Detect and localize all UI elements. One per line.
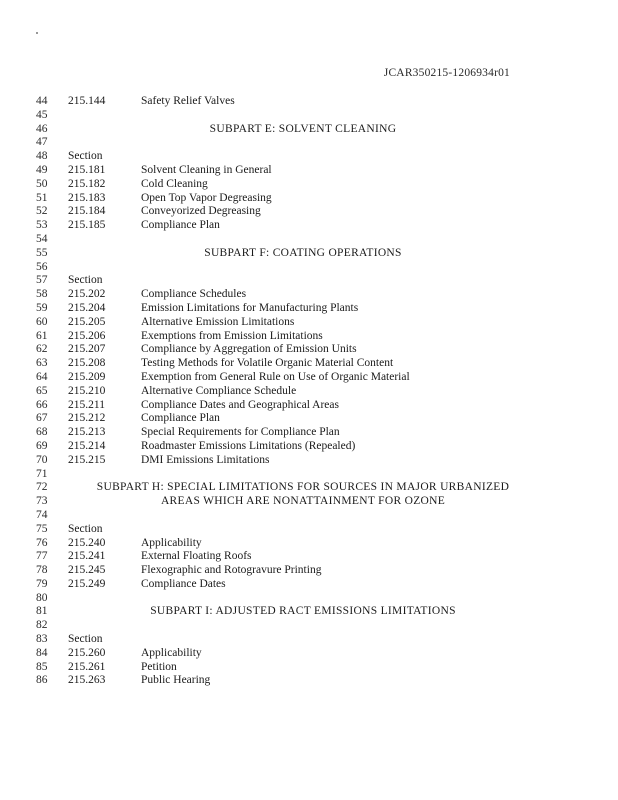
section-title: Public Hearing — [141, 674, 211, 687]
line-number: 76 — [36, 536, 48, 549]
section-title: Testing Methods for Volatile Organic Material Content — [141, 357, 394, 370]
section-title: Open Top Vapor Degreasing — [141, 191, 272, 204]
line-number: 48 — [36, 150, 48, 163]
section-number: 215.144 — [68, 95, 106, 107]
document-line — [0, 454, 618, 468]
line-number: 51 — [36, 191, 48, 204]
document-line — [0, 330, 618, 344]
subpart-heading: AREAS WHICH ARE NONATTAINMENT FOR OZONE — [160, 495, 446, 508]
section-column-label: Section — [68, 633, 103, 646]
document-line — [0, 537, 618, 551]
line-number: 67 — [36, 412, 48, 425]
line-number: 80 — [36, 591, 48, 604]
line-number: 70 — [36, 453, 48, 466]
section-title: Exemptions from Emission Limitations — [141, 329, 323, 342]
document-line — [0, 674, 618, 688]
line-number: 62 — [36, 343, 48, 356]
section-number: 215.202 — [68, 288, 106, 301]
document-line — [0, 150, 618, 164]
section-title: Compliance Dates — [141, 577, 226, 590]
line-number: 85 — [36, 660, 48, 673]
line-number: 58 — [36, 288, 48, 301]
document-line — [0, 288, 618, 302]
line-number: 57 — [36, 274, 48, 287]
document-line — [0, 357, 618, 371]
section-number: 215.181 — [68, 163, 106, 176]
section-number: 215.207 — [68, 343, 106, 356]
line-number: 75 — [36, 522, 48, 535]
document-line — [0, 592, 618, 606]
document-line — [0, 247, 618, 261]
line-number: 68 — [36, 426, 48, 439]
line-number: 82 — [36, 619, 48, 632]
document-line — [0, 178, 618, 192]
line-number: 49 — [36, 163, 48, 176]
document-line — [0, 371, 618, 385]
section-title: Exemption from General Rule on Use of Organic Material — [141, 370, 410, 383]
document-line — [0, 426, 618, 440]
document-line — [0, 343, 618, 357]
section-column-label: Section — [68, 274, 103, 287]
line-number: 71 — [36, 467, 48, 480]
document-line — [0, 219, 618, 233]
section-title: Special Requirements for Compliance Plan — [141, 426, 340, 439]
section-number: 215.240 — [68, 536, 106, 549]
line-number: 78 — [36, 564, 48, 577]
line-number: 77 — [36, 550, 48, 563]
section-title: Applicability — [141, 536, 202, 549]
line-number: 86 — [36, 674, 48, 687]
document-line — [0, 136, 618, 150]
section-title: DMI Emissions Limitations — [141, 453, 270, 466]
line-number: 52 — [36, 205, 48, 218]
line-number: 66 — [36, 398, 48, 411]
document-line — [0, 647, 618, 661]
section-title: Emission Limitations for Manufacturing Plants — [141, 301, 359, 314]
section-title: Compliance Schedules — [141, 288, 247, 301]
document-line — [0, 661, 618, 675]
document-line — [0, 578, 618, 592]
document-line — [0, 164, 618, 178]
section-number: 215.182 — [68, 177, 106, 190]
line-number: 46 — [36, 122, 48, 135]
scan-speck — [36, 32, 38, 34]
line-number: 65 — [36, 384, 48, 397]
section-title: Compliance Plan — [141, 219, 220, 232]
section-number: 215.185 — [68, 219, 106, 232]
section-title: Compliance by Aggregation of Emission Units — [141, 343, 357, 356]
section-number: 215.183 — [68, 191, 106, 204]
document-line — [0, 316, 618, 330]
section-title: Alternative Compliance Schedule — [141, 384, 297, 397]
document-line — [0, 192, 618, 206]
section-number: 215.205 — [68, 315, 106, 328]
line-number: 81 — [36, 605, 48, 618]
subpart-heading: SUBPART E: SOLVENT CLEANING — [209, 122, 397, 135]
document-line — [0, 123, 618, 137]
document-line — [0, 385, 618, 399]
document-line — [0, 95, 618, 109]
section-number: 215.204 — [68, 301, 106, 314]
document-line — [0, 468, 618, 482]
section-title: Compliance Dates and Geographical Areas — [141, 398, 339, 411]
subpart-heading: SUBPART F: COATING OPERATIONS — [204, 246, 402, 259]
line-number: 44 — [36, 95, 48, 107]
section-number: 215.263 — [68, 674, 106, 687]
line-number: 50 — [36, 177, 48, 190]
document-line — [0, 302, 618, 316]
section-title: Solvent Cleaning in General — [141, 163, 272, 176]
section-column-label: Section — [68, 150, 103, 163]
line-number: 45 — [36, 108, 48, 121]
line-number: 63 — [36, 357, 48, 370]
line-number: 73 — [36, 495, 48, 508]
section-number: 215.260 — [68, 646, 106, 659]
section-number: 215.212 — [68, 412, 106, 425]
line-number: 59 — [36, 301, 48, 314]
section-title: Alternative Emission Limitations — [141, 315, 295, 328]
document-line — [0, 564, 618, 578]
document-line — [0, 550, 618, 564]
line-number: 60 — [36, 315, 48, 328]
line-number: 64 — [36, 370, 48, 383]
document-id: JCAR350215-1206934r01 — [383, 67, 510, 79]
section-number: 215.210 — [68, 384, 106, 397]
section-title: Cold Cleaning — [141, 177, 208, 190]
section-title: Flexographic and Rotogravure Printing — [141, 564, 322, 577]
section-title: Safety Relief Valves — [141, 95, 235, 107]
section-number: 215.241 — [68, 550, 106, 563]
document-line — [0, 274, 618, 288]
section-number: 215.215 — [68, 453, 106, 466]
document-line — [0, 412, 618, 426]
line-number: 84 — [36, 646, 48, 659]
section-number: 215.206 — [68, 329, 106, 342]
document-line — [0, 205, 618, 219]
section-number: 215.249 — [68, 577, 106, 590]
document-line — [0, 109, 618, 123]
line-number: 55 — [36, 246, 48, 259]
document-line — [0, 495, 618, 509]
line-number: 56 — [36, 260, 48, 273]
line-number: 74 — [36, 508, 48, 521]
line-number: 72 — [36, 481, 48, 494]
document-line — [0, 233, 618, 247]
document-line — [0, 619, 618, 633]
line-numbered-contents — [0, 95, 618, 688]
document-line — [0, 440, 618, 454]
section-number: 215.209 — [68, 370, 106, 383]
document-line — [0, 509, 618, 523]
section-title: Roadmaster Emissions Limitations (Repealed) — [141, 439, 356, 452]
document-line — [0, 633, 618, 647]
line-number: 69 — [36, 439, 48, 452]
section-number: 215.184 — [68, 205, 106, 218]
document-line — [0, 261, 618, 275]
section-title: Petition — [141, 660, 177, 673]
subpart-heading: SUBPART H: SPECIAL LIMITATIONS FOR SOURCES IN MAJOR URBANIZED — [96, 481, 510, 494]
section-number: 215.214 — [68, 439, 106, 452]
section-number: 215.208 — [68, 357, 106, 370]
line-number: 61 — [36, 329, 48, 342]
section-title: Conveyorized Degreasing — [141, 205, 261, 218]
section-title: External Floating Roofs — [141, 550, 252, 563]
section-number: 215.245 — [68, 564, 106, 577]
line-number: 53 — [36, 219, 48, 232]
section-number: 215.211 — [68, 398, 105, 411]
document-line — [0, 399, 618, 413]
section-number: 215.261 — [68, 660, 106, 673]
line-number: 47 — [36, 136, 48, 149]
line-number: 54 — [36, 232, 48, 245]
line-number: 83 — [36, 633, 48, 646]
line-number: 79 — [36, 577, 48, 590]
document-line — [0, 481, 618, 495]
section-title: Compliance Plan — [141, 412, 220, 425]
section-column-label: Section — [68, 522, 103, 535]
section-title: Applicability — [141, 646, 202, 659]
section-number: 215.213 — [68, 426, 106, 439]
document-line — [0, 523, 618, 537]
document-line — [0, 605, 618, 619]
subpart-heading: SUBPART I: ADJUSTED RACT EMISSIONS LIMITATIONS — [150, 605, 456, 618]
